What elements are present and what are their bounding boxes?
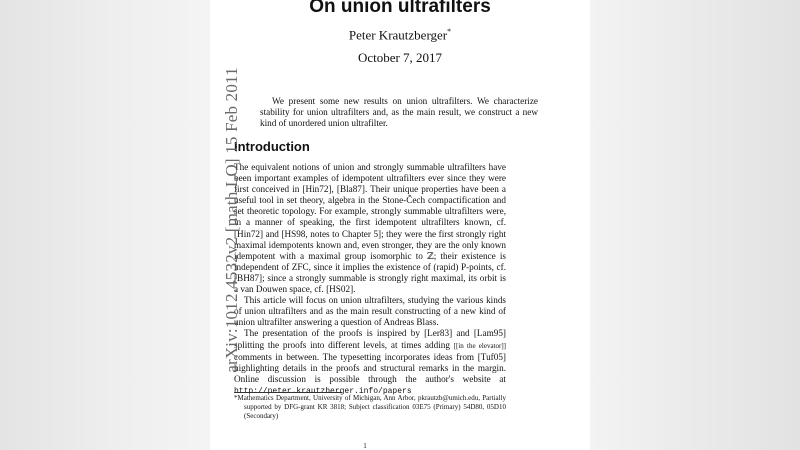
paper-title: On union ultrafilters bbox=[309, 0, 491, 17]
viewer-background-right bbox=[590, 0, 800, 450]
paragraph-2: This article will focus on union ultrafilters, studying the various kinds of union ultrafilters and as the main result constructing of a new kind of union ultrafilter answering a question of Andreas Blass. bbox=[234, 295, 506, 328]
section-heading-introduction: Introduction bbox=[234, 139, 310, 154]
viewer-background-left bbox=[0, 0, 210, 450]
footnote-rule bbox=[234, 392, 342, 393]
author-footnote-mark: * bbox=[447, 27, 452, 36]
arxiv-stamp: arXiv:1012.4532v2 [math.LO] 15 Feb 2011 bbox=[222, 67, 241, 373]
introduction-body bbox=[234, 162, 506, 397]
author-website-link[interactable]: http://peter.krautzberger.info/papers bbox=[234, 386, 412, 396]
author-name: Peter Krautzberger bbox=[348, 27, 448, 43]
paragraph-3-text-a: The presentation of the proofs is inspired by [Ler83] and [Lam95] splitting the proofs into different levels, at times adding bbox=[234, 328, 506, 350]
paper-date: October 7, 2017 bbox=[357, 50, 443, 65]
footnote: *Mathematics Department, University of Michigan, Ann Arbor, pkrautzb@umich.edu, Partially supported by DFG-grant KR 3818; Subject classification 03E75 (Primary) 54D80, 05D10 (Secondary) bbox=[234, 394, 506, 420]
paragraph-1: The equivalent notions of union and strongly summable ultrafilters have been important examples of idempotent ultrafilters ever since they were first conceived in [Hin72], [Bla87]. Their unique properties have been a useful tool in set theory, algebra in the Stone-Čech compactification and set theoretic topology. For example, strongly summable ultrafilters were, in a manner of speaking, the first idempotent ultrafilters known, cf. [Hin72] and [HS98, notes to Chapter 5]; they were the first strongly right maximal idempotents known and, even stronger, they are the only known idempotent with a maximal group isomorphic to ℤ; their existence is independent of ZFC, since it implies the existence of (rapid) P-points, cf. [BH87]; since a strongly summable is strongly right maximal, its orbit is a van Douwen space, cf. [HS02]. bbox=[234, 162, 506, 295]
paper-page bbox=[210, 0, 590, 450]
paragraph-3-text-b: comments in between. The typesetting incorporates ideas from [Tuf05] highlighting details in the proofs and structural remarks in the margin. Online discussion is possible through the author's website at bbox=[234, 351, 506, 384]
author-line bbox=[210, 27, 590, 43]
paragraph-3 bbox=[234, 328, 506, 397]
elevator-remark: [[in the elevator]] bbox=[453, 341, 506, 350]
page-number: 1 bbox=[363, 442, 367, 450]
abstract: We present some new results on union ultrafilters. We characterize stability for union ultrafilters and, as the main result, we construct a new kind of unordered union ultrafilter. bbox=[260, 96, 538, 128]
